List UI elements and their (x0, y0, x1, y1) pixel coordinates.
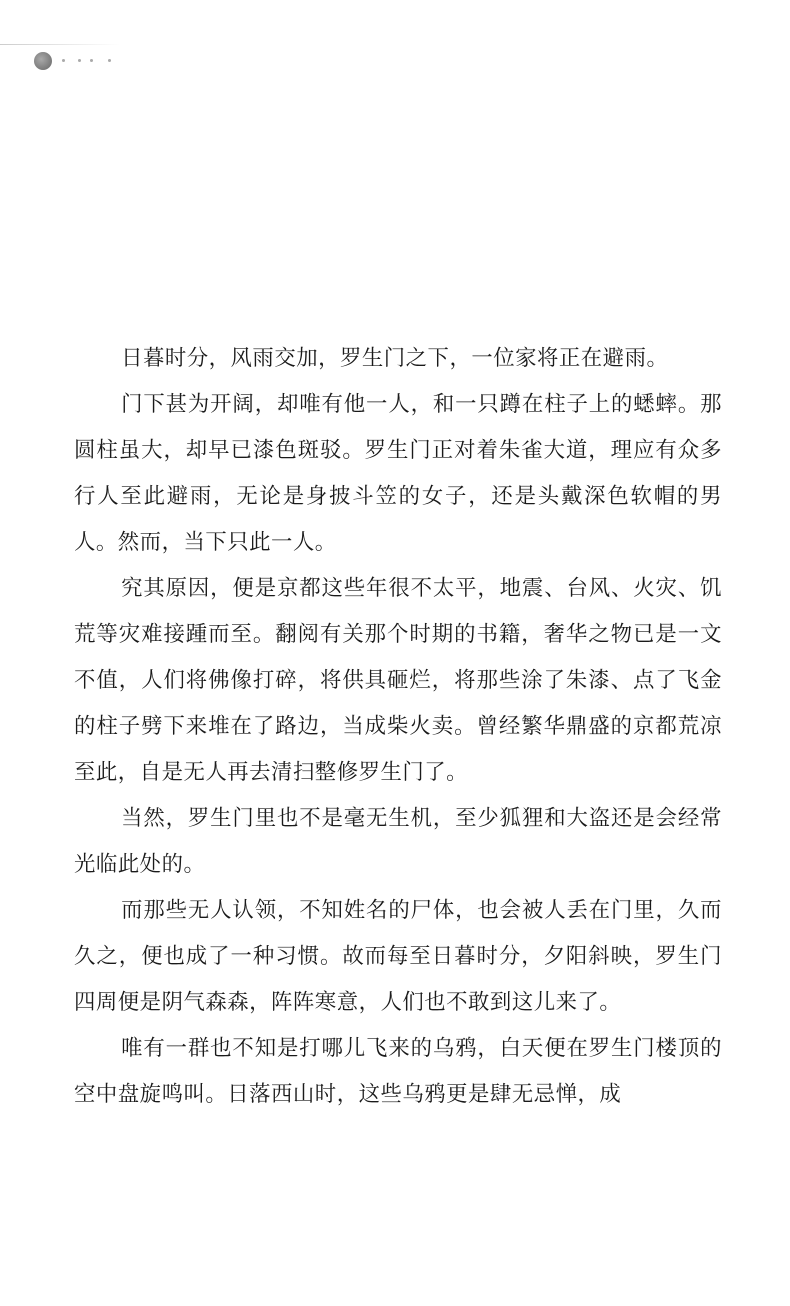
paragraph-5: 而那些无人认领，不知姓名的尸体，也会被人丢在门里，久而久之，便也成了一种习惯。故而每至日暮时分，夕阳斜映，罗生门四周便是阴气森森，阵阵寒意，人们也不敢到这儿来了。 (74, 898, 722, 1015)
scan-dots (56, 56, 126, 66)
scan-dot (108, 59, 111, 62)
paragraph-3: 究其原因，便是京都这些年很不太平，地震、台风、火灾、饥荒等灾难接踵而至。翻阅有关那个时期的书籍，奢华之物已是一文不值，人们将佛像打碎，将供具砸烂，将那些涂了朱漆、点了飞金的柱子劈下来堆在了路边，当成柴火卖。曾经繁华鼎盛的京都荒凉至此，自是无人再去清扫整修罗生门了。 (74, 576, 722, 785)
paragraph-4: 当然，罗生门里也不是毫无生机，至少狐狸和大盗还是会经常光临此处的。 (74, 806, 722, 877)
scan-edge-line (0, 44, 120, 45)
paragraph-6: 唯有一群也不知是打哪儿飞来的乌鸦，白天便在罗生门楼顶的空中盘旋鸣叫。日落西山时，这些乌鸦更是肆无忌惮，成 (74, 1036, 722, 1107)
paragraph-2: 门下甚为开阔，却唯有他一人，和一只蹲在柱子上的蟋蟀。那圆柱虽大，却早已漆色斑驳。罗生门正对着朱雀大道，理应有众多行人至此避雨，无论是身披斗笠的女子，还是头戴深色软帽的男人。然而，当下只此一人。 (74, 392, 722, 555)
scan-dot (90, 59, 93, 62)
scan-dot (78, 59, 81, 62)
body-text (74, 336, 722, 1118)
scan-dot (62, 59, 65, 62)
paragraph-1: 日暮时分，风雨交加，罗生门之下，一位家将正在避雨。 (121, 346, 669, 371)
scan-artifact-icon (34, 52, 52, 70)
